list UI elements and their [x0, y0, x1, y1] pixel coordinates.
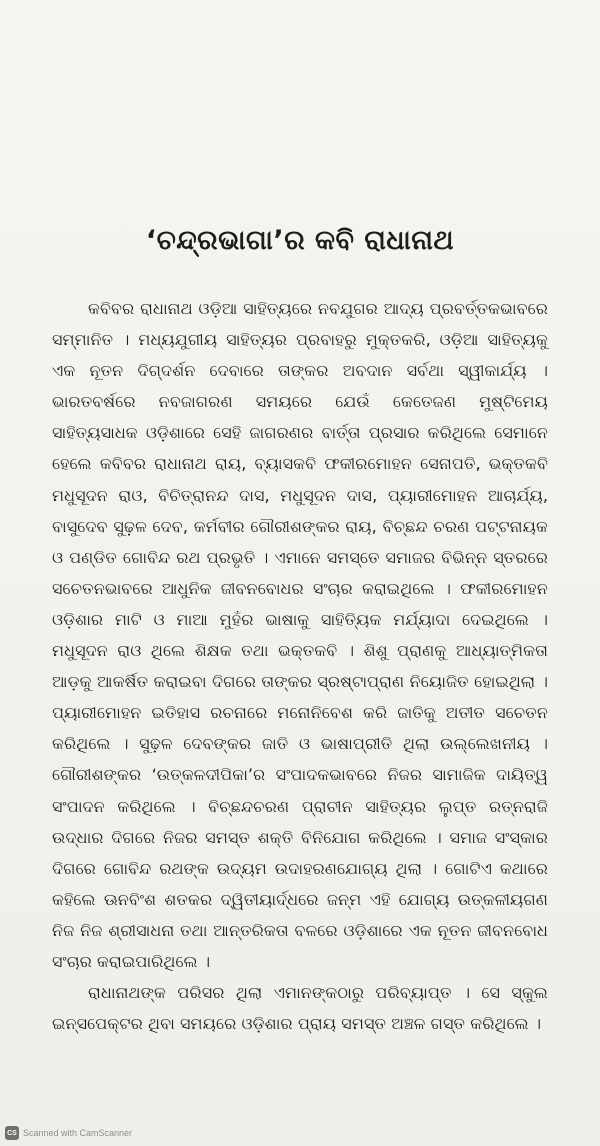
camscanner-logo-icon: CS: [5, 1126, 19, 1140]
chapter-title: ‘ଚନ୍ଦ୍ରଭାଗା’ର କବି ରାଧାନାଥ: [145, 225, 455, 256]
watermark-label: Scanned with CamScanner: [23, 1128, 133, 1138]
camscanner-watermark: [5, 1126, 132, 1140]
paragraph: ରାଧାନାଥଙ୍କ ପରିସର ଥିଲା ଏମାନଙ୍କଠାରୁ ପରିବ୍ୟାପ୍ତ । ସେ ସ୍କୁଲ ଇନ୍‌ସପେକ୍ଟର ଥିବା ସମୟରେ ଓଡ଼ିଶାର ପ୍ରାୟ ସମସ୍ତ ଅଞ୍ଚଳ ଗସ୍ତ କରିଥିଲେ ।: [52, 983, 548, 1034]
paragraph: କବିବର ରାଧାନାଥ ଓଡ଼ିଆ ସାହିତ୍ୟରେ ନବଯୁଗର ଆଦ୍ୟ ପ୍ରବର୍ତ୍ତକଭାବରେ ସମ୍ମାନିତ । ମଧ୍ୟଯୁଗୀୟ ସାହିତ୍ୟର ପ୍ରବାହରୁ ମୁକ୍ତକରି, ଓଡ଼ିଆ ସାହିତ୍ୟକୁ ଏକ ନୂତନ ଦିଗ୍‌ଦର୍ଶନ ଦେବାରେ ତାଙ୍କର ଅବଦାନ ସର୍ବଥା ସ୍ୱୀକାର୍ଯ୍ୟ । ଭାରତବର୍ଷରେ ନବଜାଗରଣ ସମୟରେ ଯେଉଁ କେତେଜଣ ମୁଷ୍ଟିମେୟ ସାହିତ୍ୟସାଧକ ଓଡ଼ିଶାରେ ସେହି ଜାଗରଣର ବାର୍ତ୍ତା ପ୍ରସାର କରିଥିଲେ ସେମାନେ ହେଲେ କବିବର ରାଧାନାଥ ରାୟ, ବ୍ୟାସକବି ଫକୀରମୋହନ ସେନାପତି, ଭକ୍ତକବି ମଧୁସୂଦନ ରାଓ, ବିଚିତ୍ରାନନ୍ଦ ଦାସ, ମଧୁସୂଦନ ଦାସ, ପ୍ୟାରୀମୋହନ ଆଚାର୍ଯ୍ୟ, ବାସୁଦେବ ସୁଢ଼ଳ ଦେବ, କର୍ମବୀର ଗୌରୀଶଙ୍କର ରାୟ, ବିଚ୍ଛନ୍ଦ ଚରଣ ପଟ୍ଟନାୟକ ଓ ପଣ୍ଡିତ ଗୋବିନ୍ଦ ରଥ ପ୍ରଭୃତି । ଏମାନେ ସମସ୍ତେ ସମାଜର ବିଭିନ୍ନ ସ୍ତରରେ ସଚେତନଭାବରେ ଆଧୁନିକ ଜୀବନବୋଧର ସଂଚାର କରାଇଥିଲେ । ଫକୀରମୋହନ ଓଡ଼ିଶାର ମାଟି ଓ ମାଆ ମୁହଁର ଭାଷାକୁ ସାହିତ୍ୟିକ ମର୍ଯ୍ୟାଦା ଦେଇଥିଲେ । ମଧୁସୂଦନ ରାଓ ଥିଲେ ଶିକ୍ଷକ ତଥା ଭକ୍ତକବି । ଶିଶୁ ପ୍ରାଣକୁ ଆଧ୍ୟାତ୍ମିକତା ଆଡ଼କୁ ଆକର୍ଷିତ କରାଇବା ଦିଗରେ ତାଙ୍କର ସ୍ରଷ୍ଟାପ୍ରାଣ ନିୟୋଜିତ ହୋଇଥିଲା । ପ୍ୟାରୀମୋହନ ଇତିହାସ ରଚନାରେ ମନୋନିବେଶ କରି ଜାତିକୁ ଅତୀତ ସଚେତନ କରିଥିଲେ । ସୁଢ଼ଳ ଦେବଙ୍କର ଜାତି ଓ ଭାଷାପ୍ରୀତି ଥିଲା ଉଲ୍ଲେଖନୀୟ । ଗୌରୀଶଙ୍କର ‘ଉତ୍କଳଦୀପିକା’ର ସଂପାଦକଭାବରେ ନିଜର ସାମାଜିକ ଦାୟିତ୍ୱ ସଂପାଦନ କରିଥିଲେ । ବିଚ୍ଛନ୍ଦଚରଣ ପ୍ରାଚୀନ ସାହିତ୍ୟର ଲୁପ୍ତ ରତ୍ନରାଜି ଉଦ୍ଧାର ଦିଗରେ ନିଜର ସମସ୍ତ ଶକ୍ତି ବିନିଯୋଗ କରିଥିଲେ । ସମାଜ ସଂସ୍କାର ଦିଗରେ ଗୋବିନ୍ଦ ରଥଙ୍କ ଉଦ୍ୟମ ଉଦାହରଣଯୋଗ୍ୟ ଥିଲା । ଗୋଟିଏ କଥାରେ କହିଲେ ଊନବିଂଶ ଶତକର ଦ୍ୱିତୀୟାର୍ଦ୍ଧରେ ଜନ୍ମ ଏହି ଯୋଗ୍ୟ ଉତ୍କଳୀୟଗଣ ନିଜ ନିଜ ଶ୍ରୀସାଧନା ତଥା ଆନ୍ତରିକତା ବଳରେ ଓଡ଼ିଶାରେ ଏକ ନୂତନ ଜୀବନବୋଧ ସଂଚାର କରାଇପାରିଥିଲେ ।: [52, 299, 549, 971]
article-body: [52, 293, 548, 1039]
